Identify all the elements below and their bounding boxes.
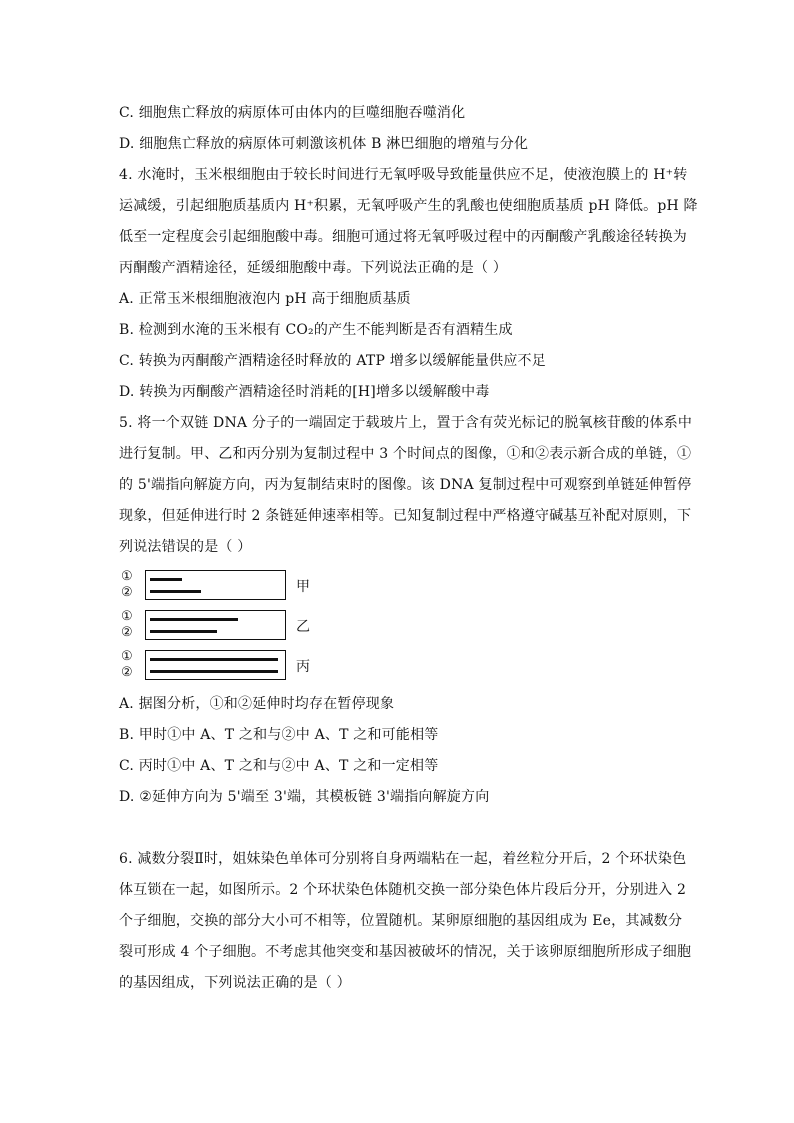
- strand-1-label: ①: [121, 609, 133, 624]
- strand-2-bar: [150, 630, 217, 633]
- strand-1-label: ①: [121, 649, 133, 664]
- strand-2-bar: [150, 670, 278, 673]
- question-6-line-4: 裂可形成 4 个子细胞。不考虑其他突变和基因被破坏的情况，关于该卵原细胞所形成子细胞: [119, 944, 692, 960]
- question-5-line-5: 列说法错误的是（ ）: [119, 539, 252, 555]
- option-d-q4: D. 转换为丙酮酸产酒精途径时消耗的[H]增多以缓解酸中毒: [119, 384, 490, 400]
- strand-2-label: ②: [121, 665, 133, 680]
- question-4-line-4: 丙酮酸产酒精途径，延缓细胞酸中毒。下列说法正确的是（ ）: [119, 260, 508, 276]
- option-c-q3: C. 细胞焦亡释放的病原体可由体内的巨噬细胞吞噬消化: [119, 105, 466, 121]
- question-4-line-2: 运减缓，引起细胞质基质内 H⁺积累，无氧呼吸产生的乳酸也使细胞质基质 pH 降低。pH 降: [119, 198, 698, 214]
- figure-panel-yi: [121, 609, 321, 643]
- option-a-q4: A. 正常玉米根细胞液泡内 pH 高于细胞质基质: [119, 291, 411, 307]
- panel-label: 丙: [296, 659, 310, 675]
- option-d-q3: D. 细胞焦亡释放的病原体可刺激该机体 B 淋巴细胞的增殖与分化: [119, 136, 529, 152]
- panel-box: [145, 650, 286, 680]
- strand-1-bar: [150, 578, 182, 581]
- panel-label: 乙: [296, 619, 310, 635]
- panel-box: [145, 570, 286, 600]
- question-5-line-2: 进行复制。甲、乙和丙分别为复制过程中 3 个时间点的图像，①和②表示新合成的单链，①: [119, 446, 692, 462]
- panel-box: [145, 610, 286, 640]
- strand-2-label: ②: [121, 625, 133, 640]
- figure-panel-bing: [121, 649, 321, 683]
- option-a-q5: A. 据图分析，①和②延伸时均存在暂停现象: [119, 696, 395, 712]
- question-6-line-5: 的基因组成，下列说法正确的是（ ）: [119, 975, 351, 991]
- option-b-q4: B. 检测到水淹的玉米根有 CO₂的产生不能判断是否有酒精生成: [119, 322, 513, 338]
- strand-2-bar: [150, 590, 201, 593]
- option-d-q5: D. ②延伸方向为 5'端至 3'端，其模板链 3'端指向解旋方向: [119, 789, 490, 805]
- question-5-line-4: 现象，但延伸进行时 2 条链延伸速率相等。已知复制过程中严格遵守碱基互补配对原则，下: [119, 508, 692, 524]
- question-4-line-3: 低至一定程度会引起细胞酸中毒。细胞可通过将无氧呼吸过程中的丙酮酸产乳酸途径转换为: [119, 229, 687, 245]
- question-6-line-2: 体互锁在一起，如图所示。2 个环状染色体随机交换一部分染色体片段后分开，分别进入 2: [119, 882, 687, 898]
- strand-1-label: ①: [121, 569, 133, 584]
- option-c-q5: C. 丙时①中 A、T 之和与②中 A、T 之和一定相等: [119, 758, 439, 774]
- question-6-line-3: 个子细胞，交换的部分大小可不相等，位置随机。某卵原细胞的基因组成为 Ee，其减数分: [119, 913, 683, 929]
- strand-2-label: ②: [121, 585, 133, 600]
- question-6-line-1: 6. 减数分裂Ⅱ时，姐妹染色单体可分别将自身两端粘在一起，着丝粒分开后，2 个环状染色: [119, 851, 687, 867]
- option-c-q4: C. 转换为丙酮酸产酒精途径时释放的 ATP 增多以缓解能量供应不足: [119, 353, 546, 369]
- option-b-q5: B. 甲时①中 A、T 之和与②中 A、T 之和可能相等: [119, 727, 439, 743]
- question-4-line-1: 4. 水淹时，玉米根细胞由于较长时间进行无氧呼吸导致能量供应不足，使液泡膜上的 H⁺转: [119, 167, 688, 183]
- dna-replication-figure: [121, 569, 321, 684]
- question-5-line-1: 5. 将一个双链 DNA 分子的一端固定于载玻片上，置于含有荧光标记的脱氧核苷酸的体系中: [119, 415, 693, 431]
- figure-panel-jia: [121, 569, 321, 603]
- question-5-line-3: 的 5'端指向解旋方向，丙为复制结束时的图像。该 DNA 复制过程中可观察到单链延伸暂停: [119, 477, 692, 493]
- panel-label: 甲: [296, 579, 310, 595]
- strand-1-bar: [150, 658, 278, 661]
- strand-1-bar: [150, 618, 238, 621]
